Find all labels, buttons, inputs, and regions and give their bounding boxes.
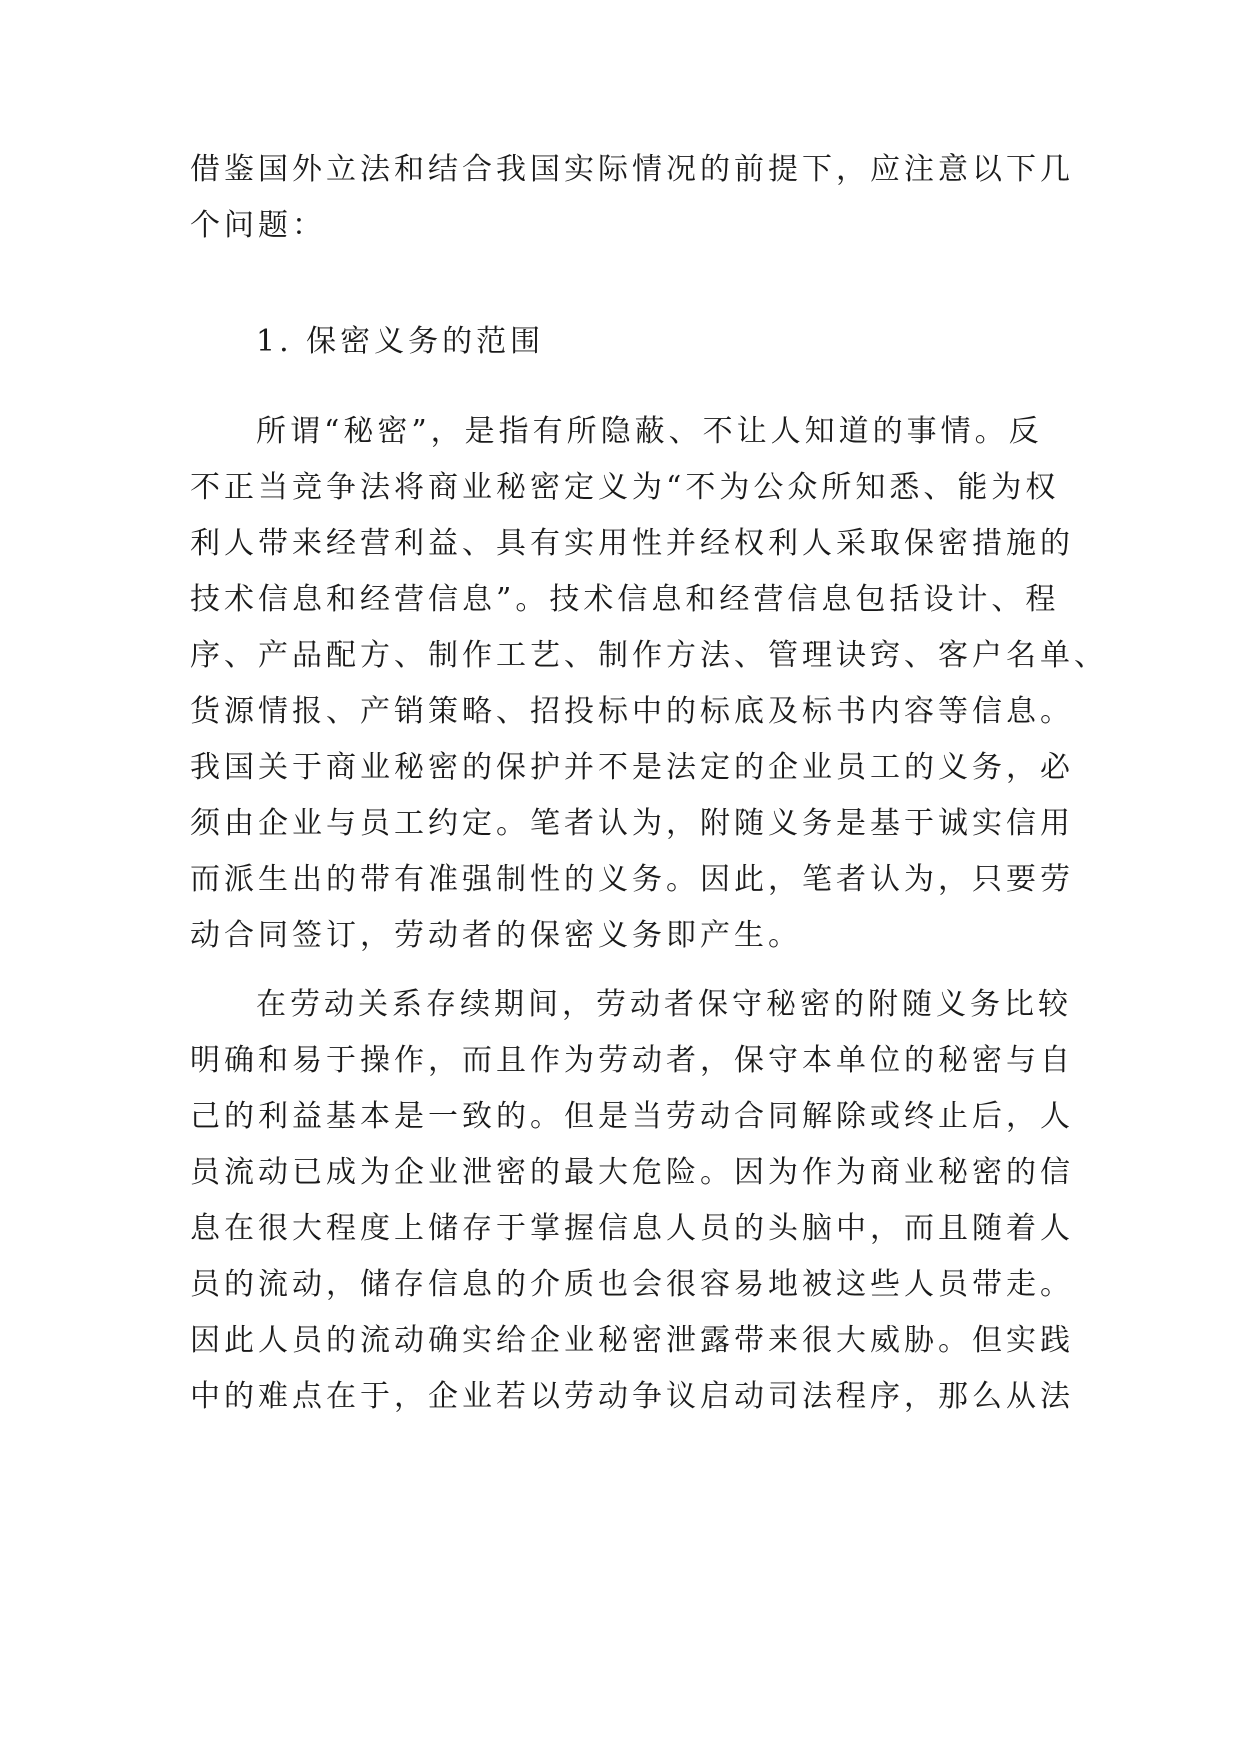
text-line: 序、产品配方、制作工艺、制作方法、管理诀窍、客户名单、: [190, 638, 1108, 673]
text-line: 技术信息和经营信息”。技术信息和经营信息包括设计、程: [190, 582, 1060, 617]
paragraph-employee-mobility: [190, 977, 1074, 1425]
text-line: 而派生出的带有准强制性的义务。因此，笔者认为，只要劳: [190, 862, 1074, 897]
text-line: 员流动已成为企业泄密的最大危险。因为作为商业秘密的信: [190, 1155, 1074, 1190]
heading-line: 1. 保密义务的范围: [256, 324, 545, 359]
text-line: 息在很大程度上储存于掌握信息人员的头脑中，而且随着人: [190, 1211, 1074, 1246]
text-line: 个问题：: [190, 208, 326, 243]
text-line: 须由企业与员工约定。笔者认为，附随义务是基于诚实信用: [190, 806, 1074, 841]
text-line: 在劳动关系存续期间，劳动者保守秘密的附随义务比较: [256, 987, 1072, 1022]
text-line: 因此人员的流动确实给企业秘密泄露带来很大威胁。但实践: [190, 1323, 1074, 1358]
text-line: 员的流动，储存信息的介质也会很容易地被这些人员带走。: [190, 1267, 1074, 1302]
text-line: 利人带来经营利益、具有实用性并经权利人采取保密措施的: [190, 526, 1074, 561]
text-line: 中的难点在于，企业若以劳动争议启动司法程序，那么从法: [190, 1379, 1074, 1414]
text-line: 动合同签订，劳动者的保密义务即产生。: [190, 918, 802, 953]
text-line: 借鉴国外立法和结合我国实际情况的前提下，应注意以下几: [190, 152, 1074, 187]
text-line: 不正当竞争法将商业秘密定义为“不为公众所知悉、能为权: [190, 470, 1060, 505]
text-line: 我国关于商业秘密的保护并不是法定的企业员工的义务，必: [190, 750, 1074, 785]
text-line: 所谓“秘密”，是指有所隐蔽、不让人知道的事情。反: [256, 414, 1043, 449]
text-line: 货源情报、产销策略、招投标中的标底及标书内容等信息。: [190, 694, 1074, 729]
paragraph-trade-secret-definition: [190, 404, 1108, 964]
text-line: 己的利益基本是一致的。但是当劳动合同解除或终止后，人: [190, 1099, 1074, 1134]
text-line: 明确和易于操作，而且作为劳动者，保守本单位的秘密与自: [190, 1043, 1074, 1078]
paragraph-continuation: [190, 142, 1074, 254]
section-heading: [190, 314, 1070, 370]
